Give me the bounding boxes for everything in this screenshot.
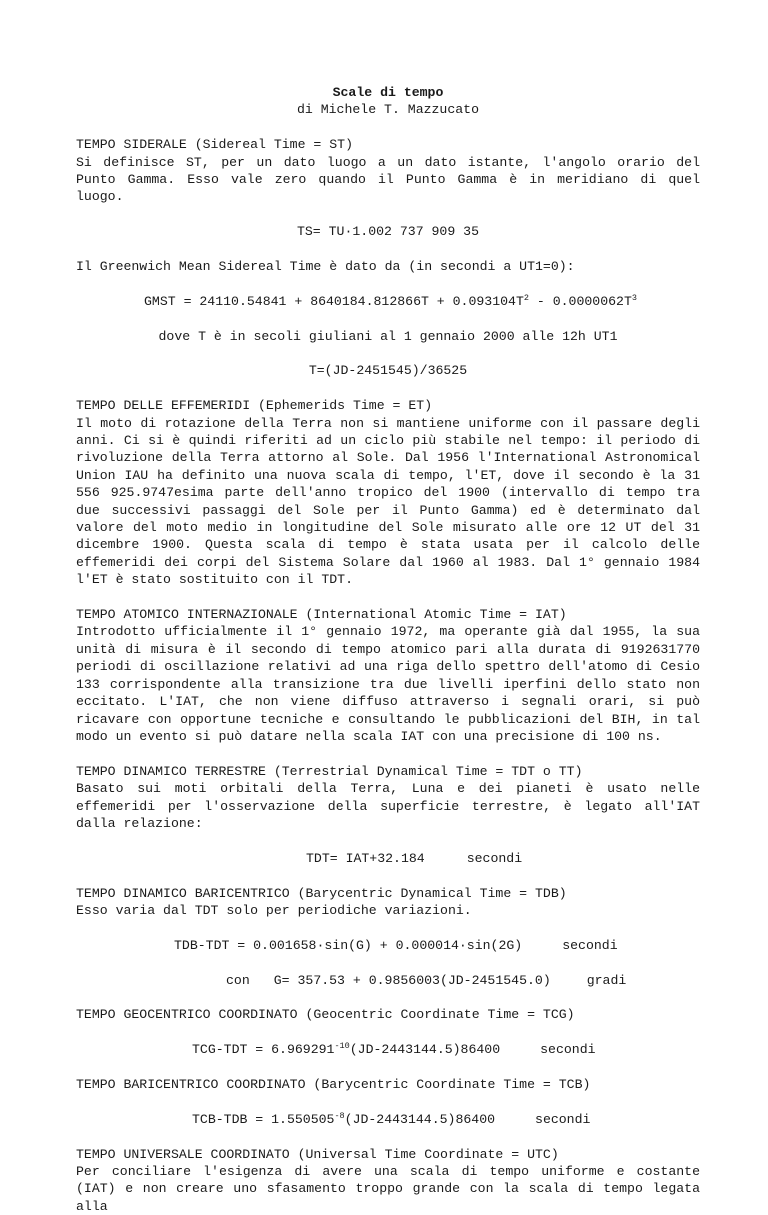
iat-heading: TEMPO ATOMICO INTERNAZIONALE (International Atomic Time = IAT): [76, 607, 567, 623]
tcb-formula-rhs: (JD-2443144.5)86400: [344, 1111, 496, 1127]
st-heading: TEMPO SIDERALE (Sidereal Time = ST): [76, 137, 353, 153]
gmst-exponent-3: 3: [631, 292, 637, 303]
gmst-formula-main: GMST = 24110.54841 + 8640184.812866T + 0.093104T: [144, 293, 524, 309]
tcg-formula-line: [76, 1041, 700, 1058]
document-page: [76, 84, 700, 1215]
tdt-heading: TEMPO DINAMICO TERRESTRE (Terrestrial Dynamical Time = TDT o TT): [76, 763, 583, 779]
utc-heading: TEMPO UNIVERSALE COORDINATO (Universal Time Coordinate = UTC): [76, 1146, 559, 1162]
document-title: Scale di tempo: [332, 85, 444, 100]
t-note: dove T è in secoli giuliani al 1 gennaio 2000 alle 12h UT1: [158, 328, 618, 344]
gmst-formula-tail: - 0.0000062T: [528, 293, 632, 309]
g-formula: G= 357.53 + 0.9856003(JD-2451545.0): [273, 972, 551, 988]
tdt-body: Basato sui moti orbitali della Terra, Luna e dei pianeti è usato nelle effemeridi per l'osservazione della superficie terrestre, è legato all'IAT dalla relazione:: [76, 781, 700, 831]
gmst-formula: [76, 293, 700, 310]
g-con: con: [226, 972, 250, 988]
utc-body: Per conciliare l'esigenza di avere una scala di tempo uniforme e costante (IAT) e non creare uno sfasamento troppo grande con la scala di tempo legata alla: [76, 1163, 700, 1214]
tcg-exponent: -10: [334, 1041, 350, 1052]
et-body: Il moto di rotazione della Terra non si mantiene uniforme con il passare degli anni. Ci si è quindi riferiti ad un ciclo più stabile nel tempo: il periodo di rivoluzione della Terra attorno al Sole. Dal 1956 l'International Astronomical Union IAU ha definito una nuova scala di tempo, l'ET, dove il secondo è la 31 556 925.9747esima parte dell'anno tropico del 1900 (intervallo di tempo tra due successivi passaggi del Sole per il Punto Gamma) ed è determinato dal valore del moto medio in longitudine del Sole misurato alle ore 12 UT del 31 dicembre 1900. Questa scala di tempo è stata usata per il calcolo delle effemeridi dei corpi del Sistema Solare dal 1960 al 1983. Dal 1° gennaio 1984 l'ET è stato sostituito con il TDT.: [76, 415, 700, 588]
tdt-unit: secondi: [466, 850, 523, 866]
tdb-heading: TEMPO DINAMICO BARICENTRICO (Barycentric Dynamical Time = TDB): [76, 885, 567, 901]
st-formula: TS= TU·1.002 737 909 35: [296, 224, 480, 240]
tcg-heading: TEMPO GEOCENTRICO COORDINATO (Geocentric Coordinate Time = TCG): [76, 1007, 575, 1023]
tdb-unit: secondi: [562, 937, 618, 953]
t-formula: T=(JD-2451545)/36525: [308, 363, 468, 379]
tcg-unit: secondi: [540, 1042, 596, 1058]
tcb-exponent: -8: [334, 1110, 345, 1121]
tdb-formula: TDB-TDT = 0.001658·sin(G) + 0.000014·sin(2G): [174, 937, 523, 953]
tcb-formula-line: [76, 1111, 700, 1128]
tcb-formula-lhs: TCB-TDB = 1.550505: [192, 1111, 335, 1127]
tdt-formula-line: [76, 850, 700, 867]
st-body: Si definisce ST, per un dato luogo a un dato istante, l'angolo orario del Punto Gamma. Esso vale zero quando il Punto Gamma è in meridiano di quel luogo.: [76, 154, 700, 205]
tcg-formula-lhs: TCG-TDT = 6.969291: [192, 1042, 335, 1058]
et-heading: TEMPO DELLE EFFEMERIDI (Ephemerids Time = ET): [76, 398, 433, 414]
iat-body: Introdotto ufficialmente il 1° gennaio 1972, ma operante già dal 1955, la sua unità di misura è il secondo di tempo atomico pari alla durata di 9192631770 periodi di oscillazione relativi ad una riga dello spettro dell'atomo di Cesio 133 corrispondente alla transizione tra due livelli iperfini dello stato non eccitato. L'IAT, che non viene diffuso attraverso i segnali orari, si può ricavare con opportune tecniche e consultando le pubblicazioni del BIH, in tal modo un evento si può datare nella scala IAT con una precisione di 100 ns.: [76, 624, 700, 744]
document-author: di Michele T. Mazzucato: [296, 102, 480, 118]
tdt-formula: TDT= IAT+32.184: [306, 850, 425, 866]
g-unit: gradi: [586, 972, 627, 988]
tdb-formula-line: [76, 937, 700, 954]
tcg-formula-rhs: (JD-2443144.5)86400: [349, 1042, 501, 1058]
tcb-heading: TEMPO BARICENTRICO COORDINATO (Barycentric Coordinate Time = TCB): [76, 1076, 591, 1092]
tdb-body: Esso varia dal TDT solo per periodiche variazioni.: [76, 902, 472, 918]
g-formula-line: [76, 972, 700, 989]
gmst-exponent-2: 2: [523, 292, 529, 303]
tcb-unit: secondi: [535, 1111, 591, 1127]
gmst-intro: Il Greenwich Mean Sidereal Time è dato da (in secondi a UT1=0):: [76, 259, 575, 275]
